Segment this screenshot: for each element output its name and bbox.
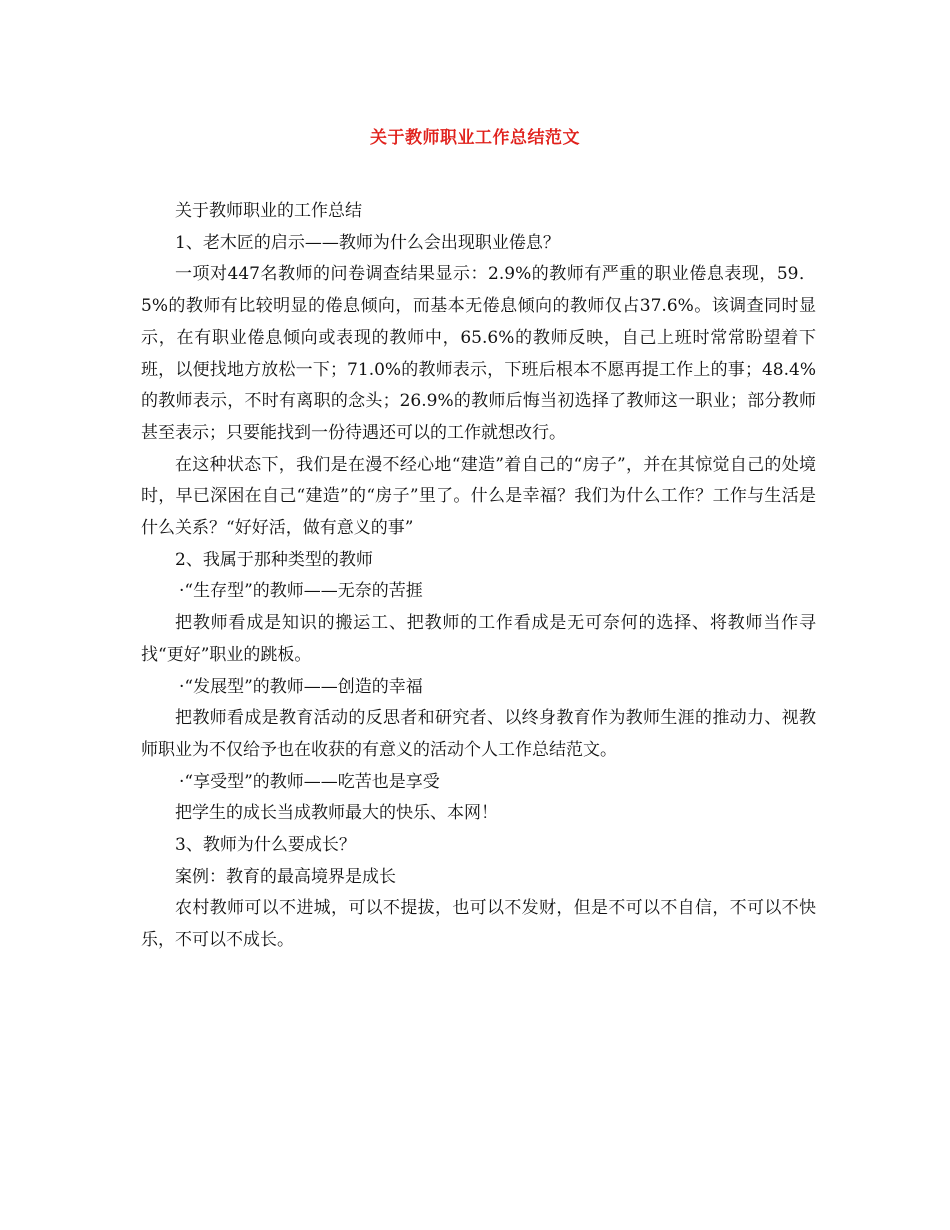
- bullet-survival-type: ·“生存型”的教师——无奈的苦捱: [179, 581, 423, 602]
- paragraph-rural-teacher: 农村教师可以不进城，可以不提拔，也可以不发财，但是不可以不自信，不可以不快乐，不可以不成长。: [141, 898, 816, 951]
- document-title: 关于教师职业工作总结范文: [370, 128, 580, 148]
- bullet-development-type: ·“发展型”的教师——创造的幸福: [179, 676, 423, 697]
- paragraph-enjoyment-type: 把学生的成长当成教师最大的快乐、本网！: [175, 803, 498, 824]
- paragraph-survey: 一项对447名教师的问卷调查结果显示：2.9%的教师有严重的职业倦息表现，59．5%的教师有比较明显的倦息倾向，而基本无倦息倾向的教师仅占37.6%。该调查同时显示，在有职业倦息倾向或表现的教师中，65.6%的教师反映，自己上班时常常盼望着下班，以便找地方放松一下；71.0%的教师表示，下班后根本不愿再提工作上的事；48.4%的教师表示，不时有离职的念头；26.9%的教师后悔当初选择了教师这一职业；部分教师甚至表示；只要能找到一份待遇还可以的工作就想改行。: [141, 264, 816, 443]
- document-body: [141, 196, 816, 957]
- paragraph-house: 在这种状态下，我们是在漫不经心地“建造”着自己的“房子”，并在其惊觉自己的处境时，早已深困在自己“建造”的“房子”里了。什么是幸福？我们为什么工作？工作与生活是什么关系？“好好活，做有意义的事”: [141, 454, 816, 539]
- paragraph-heading: 关于教师职业的工作总结: [175, 201, 362, 221]
- bullet-enjoyment-type: ·“享受型”的教师——吃苦也是享受: [179, 771, 440, 792]
- paragraph-case: 案例：教育的最高境界是成长: [175, 866, 396, 887]
- paragraph-survival-type: 把教师看成是知识的搬运工、把教师的工作看成是无可奈何的选择、将教师当作寻找“更好”职业的跳板。: [141, 613, 816, 665]
- paragraph-development-type: 把教师看成是教育活动的反思者和研究者、以终身教育作为教师生涯的推动力、视教师职业为不仅给予也在收获的有意义的活动个人工作总结范文。: [141, 708, 816, 760]
- section-heading-2: 2、我属于那种类型的教师: [175, 549, 373, 570]
- section-heading-1: 1、老木匠的启示——教师为什么会出现职业倦息？: [175, 232, 560, 253]
- section-heading-3: 3、教师为什么要成长？: [175, 835, 356, 856]
